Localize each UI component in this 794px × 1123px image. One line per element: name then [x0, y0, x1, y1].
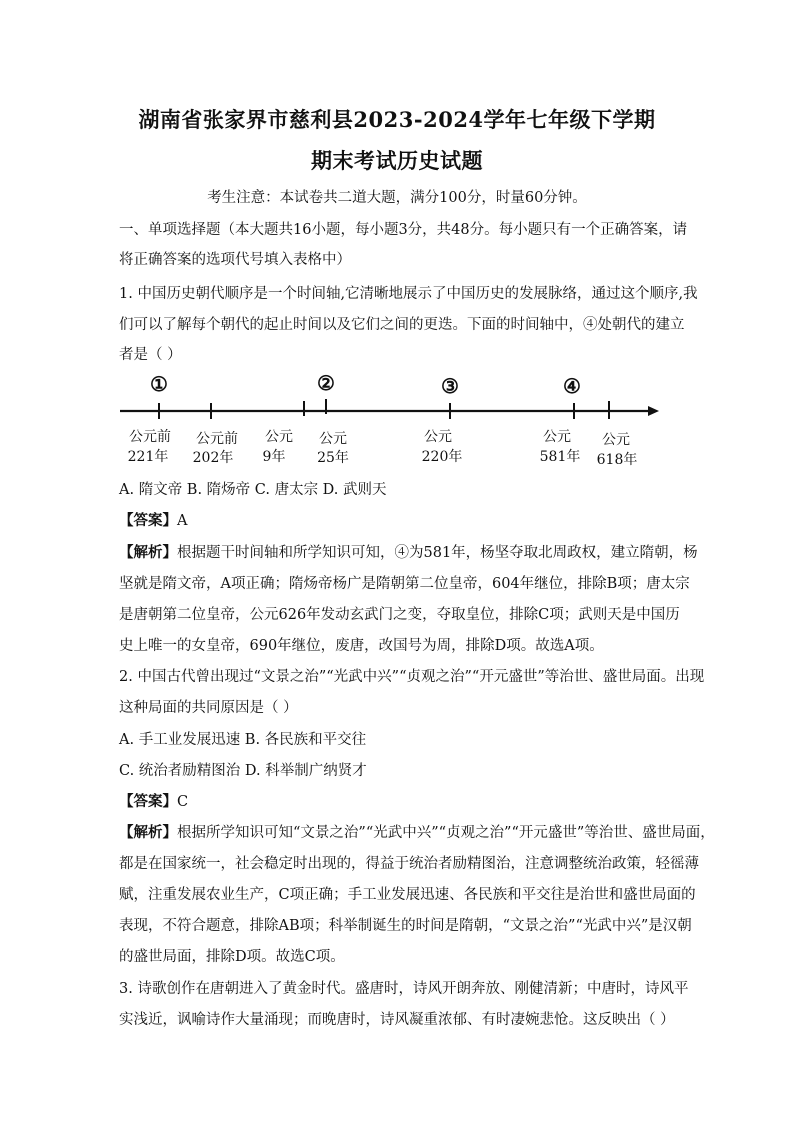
timeline-label-618ad-bottom: 618年: [596, 452, 638, 468]
q2-answer: [119, 790, 188, 811]
answer-tag: 【答案】: [119, 512, 177, 529]
timeline-label-9ad-bottom: 9年: [262, 449, 286, 465]
timeline-label-221bc-bottom: 221年: [127, 449, 169, 465]
q2-analysis-line-1: [119, 821, 715, 842]
q3-stem-line-1: 3. 诗歌创作在唐朝进入了黄金时代。盛唐时，诗风开朗奔放、刚健清新；中唐时，诗风平: [119, 981, 689, 997]
timeline-label-9ad-top: 公元: [265, 429, 293, 445]
q2-stem-line-1: 2. 中国古代曾出现过“文景之治”“光武中兴”“贞观之治”“开元盛世”等治世、盛世局面。出现: [119, 669, 705, 685]
q1-analysis-line-1: [119, 541, 698, 562]
q1-analysis-line-2: 坚就是隋文帝，A项正确；隋炀帝杨广是隋朝第二位皇帝，604年继位，排除B项；唐太宗: [119, 576, 690, 592]
answer-tag: 【答案】: [119, 793, 177, 810]
timeline-label-221bc-top: 公元前: [129, 429, 171, 445]
q2-analysis-line-3: 赋，注重发展农业生产，C项正确；手工业发展迅速、各民族和平交往是治世和盛世局面的: [119, 887, 696, 903]
exam-notice: 考生注意：本试卷共二道大题，满分100分，时量60分钟。: [207, 190, 587, 206]
q1-stem-line-2: 们可以了解每个朝代的起止时间以及它们之间的更迭。下面的时间轴中，④处朝代的建立: [119, 317, 685, 333]
q1-stem-line-3: 者是（ ）: [119, 347, 182, 363]
q2-analysis-line-2: 都是在国家统一，社会稳定时出现的，得益于统治者励精图治，注意调整统治政策，轻徭薄: [119, 856, 699, 872]
q1-analysis-text-1: 根据题干时间轴和所学知识可知，④为581年，杨坚夺取北周政权，建立隋朝，杨: [177, 545, 698, 561]
timeline-label-581ad-bottom: 581年: [539, 449, 581, 465]
q1-options: A. 隋文帝 B. 隋炀帝 C. 唐太宗 D. 武则天: [119, 482, 387, 498]
q1-answer-value: A: [177, 513, 188, 529]
q2-options-line-2: C. 统治者励精图治 D. 科举制广纳贤才: [119, 763, 367, 779]
document-title-line-2: 期末考试历史试题: [311, 148, 483, 173]
q1-analysis-line-4: 史上唯一的女皇帝，690年继位，废唐，改国号为周，排除D项。故选A项。: [119, 638, 604, 654]
timeline-label-25ad-top: 公元: [319, 431, 347, 447]
q1-stem-line-1: 1. 中国历史朝代顺序是一个时间轴,它清晰地展示了中国历史的发展脉络，通过这个顺序,我: [119, 286, 698, 302]
q2-options-line-1: A. 手工业发展迅速 B. 各民族和平交往: [119, 732, 367, 748]
timeline-label-618ad-top: 公元: [602, 432, 630, 448]
document-title-line-1: 湖南省张家界市慈利县2023-2024学年七年级下学期: [138, 107, 656, 132]
q1-analysis-line-3: 是唐朝第二位皇帝，公元626年发动玄武门之变，夺取皇位，排除C项；武则天是中国历: [119, 607, 680, 623]
timeline-marker-3: ③: [441, 374, 459, 398]
section-heading-line-1: 一、单项选择题（本大题共16小题，每小题3分，共48分。每小题只有一个正确答案，请: [119, 222, 688, 238]
timeline-marker-2: ②: [317, 371, 335, 395]
timeline-arrowhead: [648, 406, 659, 416]
dynasty-timeline: [116, 368, 676, 468]
analysis-tag: 【解析】: [119, 824, 177, 841]
q2-stem-line-2: 这种局面的共同原因是（ ）: [119, 700, 298, 716]
q2-answer-value: C: [177, 794, 189, 810]
timeline-label-25ad-bottom: 25年: [317, 450, 349, 466]
q2-analysis-line-4: 表现，不符合题意，排除AB项；科举制诞生的时间是隋朝，“文景之治”“光武中兴”是汉朝: [119, 918, 692, 934]
timeline-marker-4: ④: [563, 374, 581, 398]
timeline-marker-1: ①: [150, 372, 168, 396]
analysis-tag: 【解析】: [119, 544, 177, 561]
timeline-label-220ad-top: 公元: [424, 429, 452, 445]
section-heading-line-2: 将正确答案的选项代号填入表格中）: [119, 252, 351, 268]
timeline-label-202bc-bottom: 202年: [192, 450, 234, 466]
timeline-label-202bc-top: 公元前: [196, 431, 238, 447]
q2-analysis-text-1: 根据所学知识可知“文景之治”“光武中兴”“贞观之治”“开元盛世”等治世、盛世局面，: [177, 825, 715, 841]
timeline-label-581ad-top: 公元: [543, 429, 571, 445]
q3-stem-line-2: 实浅近，讽喻诗作大量涌现；而晚唐时，诗风凝重浓郁、有时凄婉悲怆。这反映出（ ）: [119, 1012, 675, 1028]
q1-answer: [119, 509, 187, 530]
q2-analysis-line-5: 的盛世局面，排除D项。故选C项。: [119, 949, 345, 965]
timeline-label-220ad-bottom: 220年: [421, 449, 463, 465]
